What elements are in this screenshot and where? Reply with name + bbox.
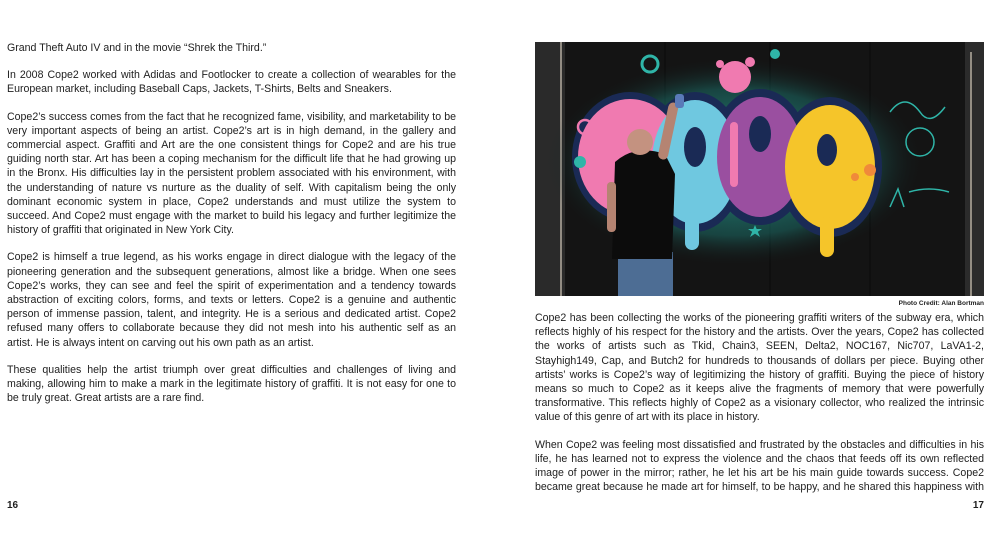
photo-credit: Photo Credit: Alan Bortman xyxy=(898,300,984,307)
right-page xyxy=(500,0,1000,548)
paragraph: When Cope2 was feeling most dissatisfied and frustrated by the obstacles and difficulties in his life, he has learned not to express the violence and the chaos that feeds off its own reflected image of power in the mirror; rather, he let his art be his main guide towards success. Cope2 became great because he made art for himself, to be happy, and he shared this happiness with xyxy=(535,438,984,494)
page-number: 17 xyxy=(972,500,984,511)
letter-e xyxy=(785,105,875,229)
right-page-body xyxy=(535,311,984,507)
paragraph: These qualities help the artist triumph over great difficulties and challenges of living and making, allowing him to make a mark in the legitimate history of graffiti. It is not easy for one to be truly great. Great artists are a rare find. xyxy=(7,363,456,405)
left-page-body xyxy=(7,41,456,418)
paragraph: In 2008 Cope2 worked with Adidas and Footlocker to create a collection of wearables for the European market, including Baseball Caps, Jackets, T-Shirts, Belts and Sneakers. xyxy=(7,69,456,96)
paragraph: Grand Theft Auto IV and in the movie “Shrek the Third.” xyxy=(7,42,267,54)
paragraph: Cope2 is himself a true legend, as his works engage in direct dialogue with the legacy of the pioneering generation and the subsequent generations, almost like a bridge. When one sees Cope2’s works, they can see and feel the spirit of experimentation and a tendency towards abstraction of exciting colors, forms, and texts or letters. Cope2 is a genuine and authentic person of immense passion, talent, and integrity. He is a serious and dedicated artist. Cope2 refused many offers to collaborate because they did not mesh into his authentic self as an artist. He is always intent on carving out his own path as an artist. xyxy=(7,251,456,349)
graffiti-photo xyxy=(535,42,984,296)
paragraph: Cope2 has been collecting the works of the pioneering graffiti writers of the subway era, which reflects highly of his respect for the history and the artists. Over the years, Cope2 has collected the works of artists such as Tkid, Chain3, SEEN, Delta2, NOC167, Nic707, LaVA1-2, Stayhigh149, Cap, and Butch2 for hundreds to thousands of dollars per piece. Buying other artists’ works is Cope2’s way of legitimizing the history of graffiti. Buying the piece of history means so much to Cope2 as it keeps alive the fragments of memory that were powerfully transformative. This reflects highly of Cope2 as a visionary collector, who realized the intrinsic value of this genre of art with its place in history. xyxy=(535,312,984,424)
paragraph: Cope2’s success comes from the fact that he recognized fame, visibility, and marketability to be very important aspects of being an artist. Cope2’s art is in high demand, in the gallery and commercial aspect. Graffiti and Art are the one consistent things for Cope2 and are his true guiding north star. Art has been a coping mechanism for the difficult life that he had growing up in the Bronx. His difficulties lay in the persistent problem associated with his environment, with the understanding of nature vs nurture as the duality of self. With capitalism being the only dominant economic system in place, Cope2 understands and must utilize the system to succeed. And Cope2 must engage with the market to build his legacy and further legitimize the history of graffiti that originated in New York City. xyxy=(7,110,456,237)
page-number: 16 xyxy=(7,500,19,511)
